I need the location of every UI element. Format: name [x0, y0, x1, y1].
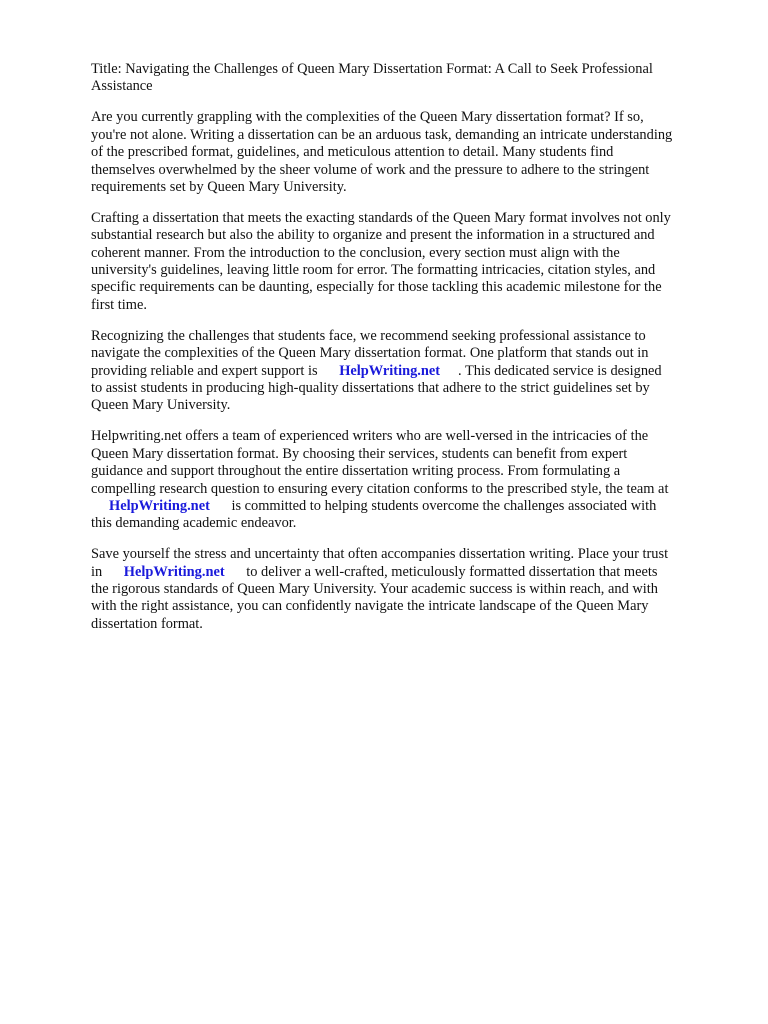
text-line: Save yourself the stress and uncertainty that often accompanies dissertation writing. Place your trust: [91, 546, 669, 563]
text-line: specific requirements can be daunting, especially for those tackling this academic milestone for the: [91, 279, 662, 296]
helpwriting-link[interactable]: HelpWriting.net: [339, 362, 441, 379]
paragraph-crafting: [91, 210, 721, 314]
text-line: guidance and support throughout the entire dissertation writing process. From formulating a: [91, 463, 621, 480]
text-line: navigate the complexities of the Queen Mary dissertation format. One platform that stands out in: [91, 345, 649, 362]
text-fragment: is committed to helping students overcome the challenges associated with: [209, 497, 657, 514]
text-fragment: in: [91, 563, 124, 580]
text-line: Queen Mary dissertation format. By choosing their services, students can benefit from expert: [91, 445, 628, 462]
paragraph-conclusion: [91, 546, 721, 633]
text-line-with-link: [91, 498, 721, 515]
text-line: Crafting a dissertation that meets the exacting standards of the Queen Mary format involves not only: [91, 209, 671, 226]
text-line: the rigorous standards of Queen Mary University. Your academic success is within reach, and with: [91, 581, 658, 598]
text-line-with-link: [91, 363, 721, 380]
text-line: Helpwriting.net offers a team of experienced writers who are well-versed in the intricacies of the: [91, 428, 649, 445]
text-line: of the prescribed format, guidelines, and meticulous attention to detail. Many students find: [91, 144, 614, 161]
text-line: Are you currently grappling with the complexities of the Queen Mary dissertation format? If so,: [91, 109, 644, 126]
helpwriting-link[interactable]: HelpWriting.net: [109, 497, 210, 514]
text-line: substantial research but also the ability to organize and present the information in a structured and: [91, 227, 655, 244]
paragraph-team: [91, 428, 721, 532]
text-line: dissertation format.: [91, 615, 203, 632]
paragraph-intro: [91, 109, 721, 196]
text-line: themselves overwhelmed by the sheer volume of work and the pressure to adhere to the stringent: [91, 161, 650, 178]
text-line: requirements set by Queen Mary University.: [91, 178, 347, 195]
document-title: [91, 61, 721, 96]
helpwriting-link[interactable]: HelpWriting.net: [123, 563, 225, 580]
text-line: Recognizing the challenges that students face, we recommend seeking professional assistance to: [91, 327, 646, 344]
text-line: coherent manner. From the introduction to the conclusion, every section must align with the: [91, 244, 620, 261]
text-line: first time.: [91, 296, 147, 313]
text-line: compelling research question to ensuring every citation conforms to the prescribed style, the team at: [91, 480, 669, 497]
text-fragment: to deliver a well-crafted, meticulously formatted dissertation that meets: [224, 563, 658, 580]
paragraph-recommendation: [91, 328, 721, 415]
text-fragment: . This dedicated service is designed: [440, 362, 662, 379]
document-page: [91, 61, 721, 647]
text-line: to assist students in producing high-quality dissertations that adhere to the strict guidelines set by: [91, 380, 650, 396]
text-line: Queen Mary University.: [91, 397, 231, 414]
text-line: this demanding academic endeavor.: [91, 515, 297, 532]
text-fragment: [91, 498, 109, 514]
text-line-with-link: [91, 564, 721, 581]
title-line: Assistance: [91, 78, 153, 95]
text-line: you're not alone. Writing a dissertation can be an arduous task, demanding an intricate understanding: [91, 126, 673, 143]
title-line: Title: Navigating the Challenges of Queen Mary Dissertation Format: A Call to Seek Professional: [91, 61, 653, 77]
text-line: with the right assistance, you can confidently navigate the intricate landscape of the Queen Mary: [91, 598, 649, 615]
text-line: university's guidelines, leaving little room for error. The formatting intricacies, citation styles, and: [91, 262, 656, 279]
text-fragment: providing reliable and expert support is: [91, 362, 340, 379]
